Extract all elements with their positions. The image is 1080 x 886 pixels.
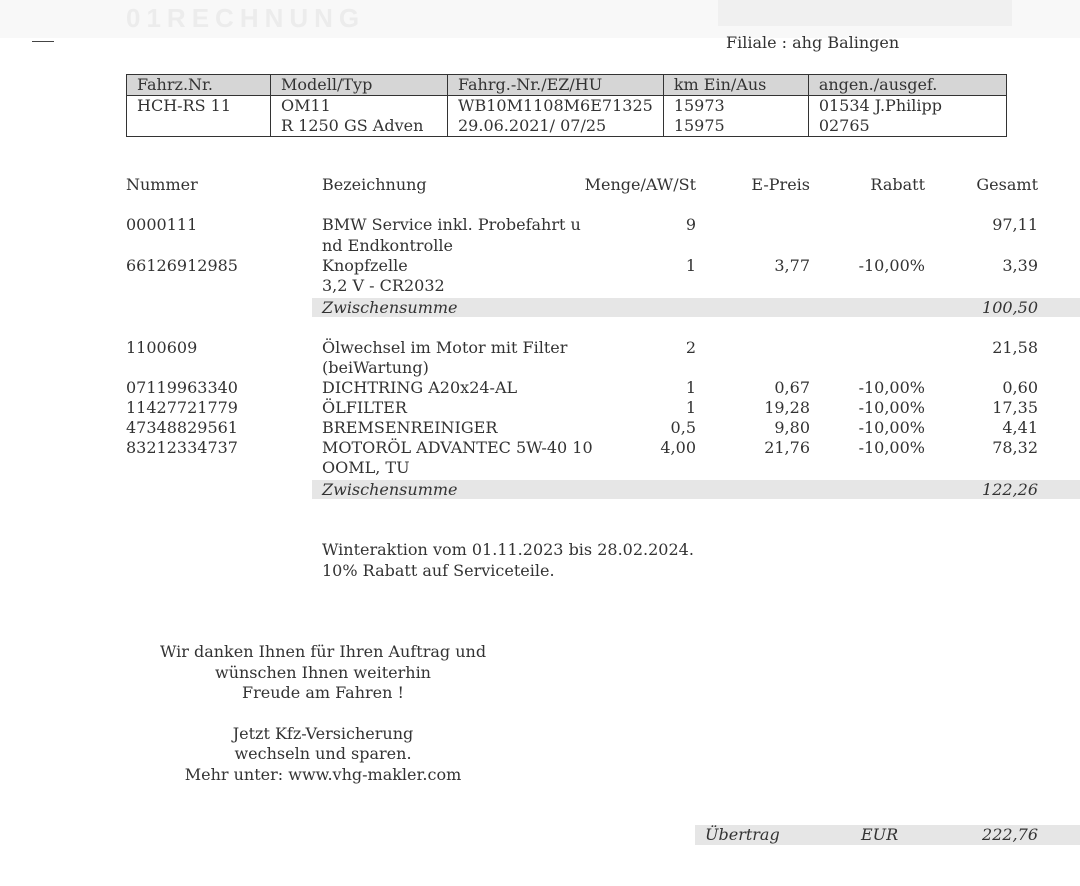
item-unit-price: 19,28 — [764, 398, 810, 417]
carryover-row — [695, 825, 1080, 845]
vehicle-accepted: 01534 J.Philipp — [808, 96, 1006, 117]
item-description-cont: 3,2 V - CR2032 — [322, 276, 445, 295]
item-quantity: 4,00 — [660, 438, 696, 457]
item-discount: -10,00% — [858, 438, 925, 457]
vehicle-type: R 1250 GS Adven — [271, 116, 448, 137]
col-header-unit-price: E-Preis — [751, 175, 810, 194]
item-total: 3,39 — [1002, 256, 1038, 275]
item-total: 17,35 — [992, 398, 1038, 417]
item-unit-price: 0,67 — [774, 378, 810, 397]
item-total: 21,58 — [992, 338, 1038, 357]
vehicle-table — [126, 74, 1007, 137]
vehicle-model: OM11 — [271, 96, 448, 117]
item-quantity: 2 — [685, 338, 696, 357]
promo-line-2: 10% Rabatt auf Serviceteile. — [322, 561, 555, 580]
vehicle-col-number: Fahrz.Nr. — [127, 75, 271, 96]
subtotal-value: 100,50 — [982, 298, 1038, 317]
vehicle-km-in: 15973 — [663, 96, 808, 117]
header-box — [718, 0, 1012, 26]
item-description: BREMSENREINIGER — [322, 418, 498, 437]
item-description-cont: OOML, TU — [322, 458, 410, 477]
vehicle-col-accepted: angen./ausgef. — [808, 75, 1006, 96]
item-description: ÖLFILTER — [322, 398, 407, 417]
item-description: DICHTRING A20x24-AL — [322, 378, 518, 397]
subtotal-row — [312, 298, 1080, 317]
insurance-line-1: Jetzt Kfz-Versicherung — [232, 723, 414, 743]
col-header-discount: Rabatt — [870, 175, 925, 194]
item-total: 0,60 — [1002, 378, 1038, 397]
item-number: 11427721779 — [126, 398, 238, 417]
item-description: BMW Service inkl. Probefahrt u — [322, 215, 581, 234]
thanks-line-3: Freude am Fahren ! — [242, 683, 404, 702]
item-quantity: 0,5 — [670, 418, 696, 437]
item-number: 0000111 — [126, 215, 198, 234]
item-quantity: 1 — [685, 378, 696, 397]
subtotal-row — [312, 480, 1080, 499]
item-unit-price: 3,77 — [774, 256, 810, 275]
vehicle-km-out: 15975 — [663, 116, 808, 137]
item-number: 83212334737 — [126, 438, 238, 457]
thanks-line-2: wünschen Ihnen weiterhin — [215, 662, 431, 682]
item-description-cont: (beiWartung) — [322, 358, 429, 377]
item-quantity: 1 — [685, 256, 696, 275]
thanks-block — [126, 642, 520, 785]
item-discount: -10,00% — [858, 398, 925, 417]
fold-mark — [32, 41, 54, 42]
vehicle-row — [127, 96, 1007, 117]
vehicle-col-vin: Fahrg.-Nr./EZ/HU — [448, 75, 664, 96]
item-description: Knopfzelle — [322, 256, 408, 275]
document-header-band — [0, 0, 1080, 38]
branch-label: Filiale : ahg Balingen — [726, 33, 900, 52]
item-quantity: 9 — [685, 215, 696, 234]
subtotal-value: 122,26 — [982, 480, 1038, 499]
item-number: 1100609 — [126, 338, 198, 357]
col-header-total: Gesamt — [976, 175, 1038, 194]
item-discount: -10,00% — [858, 378, 925, 397]
col-header-quantity: Menge/AW/St — [584, 175, 696, 194]
item-total: 78,32 — [992, 438, 1038, 457]
subtotal-label: Zwischensumme — [322, 298, 458, 317]
thanks-line-1: Wir danken Ihnen für Ihren Auftrag und — [159, 642, 487, 661]
item-discount: -10,00% — [858, 256, 925, 275]
col-header-description: Bezeichnung — [322, 175, 427, 194]
carryover-label: Übertrag — [705, 825, 780, 844]
insurance-line-3: Mehr unter: www.vhg-makler.com — [184, 764, 462, 784]
item-unit-price: 21,76 — [764, 438, 810, 457]
item-number: 47348829561 — [126, 418, 238, 437]
item-quantity: 1 — [685, 398, 696, 417]
vehicle-plate — [127, 116, 271, 137]
vehicle-row — [127, 116, 1007, 137]
item-number: 07119963340 — [126, 378, 238, 397]
vehicle-vin: WB10M1108M6E71325 — [448, 96, 664, 117]
item-number: 66126912985 — [126, 256, 238, 275]
vehicle-col-model: Modell/Typ — [271, 75, 448, 96]
col-header-number: Nummer — [126, 175, 198, 194]
subtotal-label: Zwischensumme — [322, 480, 458, 499]
vehicle-col-km: km Ein/Aus — [663, 75, 808, 96]
carryover-value: 222,76 — [982, 825, 1038, 844]
item-unit-price: 9,80 — [774, 418, 810, 437]
document-title: 01RECHNUNG — [126, 3, 366, 33]
item-description-cont: nd Endkontrolle — [322, 236, 453, 255]
item-description: MOTORÖL ADVANTEC 5W-40 10 — [322, 438, 593, 457]
item-total: 4,41 — [1002, 418, 1038, 437]
vehicle-registration-dates: 29.06.2021/ 07/25 — [448, 116, 664, 137]
item-description: Ölwechsel im Motor mit Filter — [322, 338, 568, 357]
vehicle-delivered: 02765 — [808, 116, 1006, 137]
carryover-currency: EUR — [861, 825, 899, 844]
item-total: 97,11 — [992, 215, 1038, 234]
item-discount: -10,00% — [858, 418, 925, 437]
promo-line-1: Winteraktion vom 01.11.2023 bis 28.02.2024. — [322, 540, 694, 559]
vehicle-plate: HCH-RS 11 — [127, 96, 271, 117]
vehicle-table-header — [127, 75, 1007, 96]
insurance-line-2: wechseln und sparen. — [234, 744, 412, 763]
